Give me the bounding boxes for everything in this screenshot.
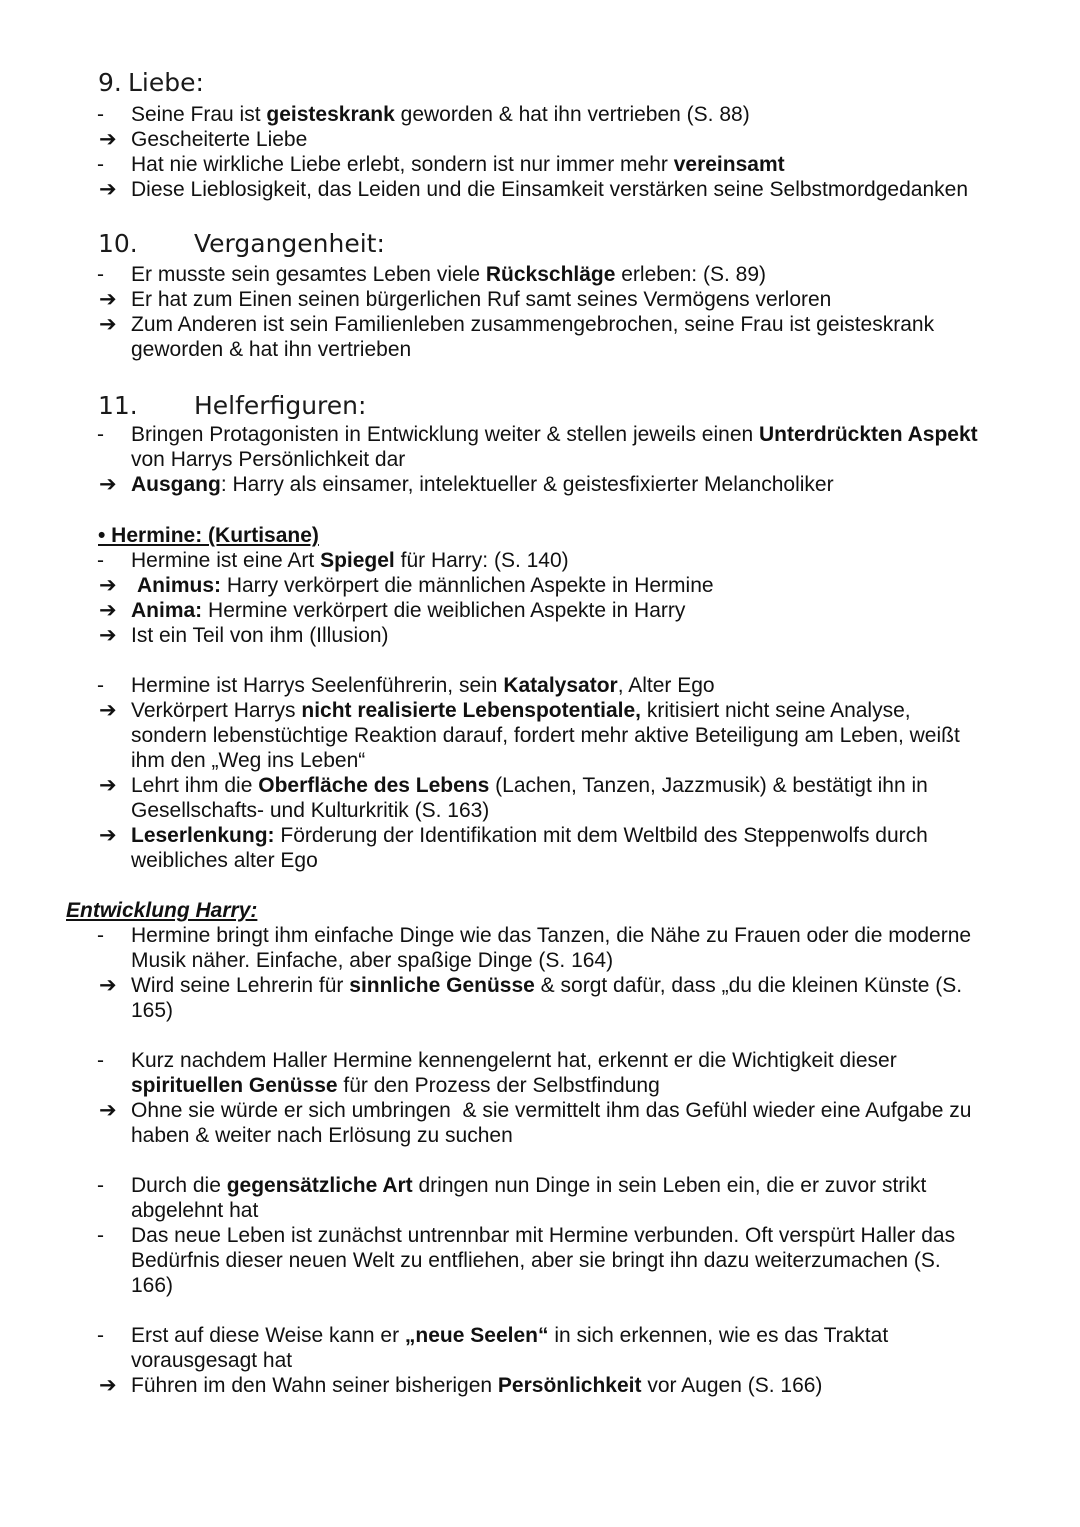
arrow-icon: ➔ <box>99 177 117 201</box>
list-item-text: Er musste sein gesamtes Leben viele Rückschläge erleben: (S. 89) <box>131 263 767 286</box>
list-item-text: sondern lebenstüchtige Reaktion darauf, fordert mehr aktive Beteiligung am Leben, weißt <box>131 724 960 747</box>
list-item-text: Anima: Hermine verkörpert die weiblichen Aspekte in Harry <box>131 599 686 622</box>
entwicklung-heading: Entwicklung Harry: <box>66 899 258 922</box>
list-item-text: Hermine ist eine Art Spiegel für Harry: (S. 140) <box>131 549 569 572</box>
list-item-text: Wird seine Lehrerin für sinnliche Genüsse & sorgt dafür, dass „du die kleinen Künste (S. <box>131 974 963 997</box>
list-item-text: haben & weiter nach Erlösung zu suchen <box>131 1124 513 1147</box>
dash-marker: - <box>97 1324 104 1347</box>
section-heading-9 <box>98 68 204 98</box>
list-item-text: Verkörpert Harrys nicht realisierte Lebenspotentiale, kritisiert nicht seine Analyse, <box>131 699 911 722</box>
dash-marker: - <box>97 1224 104 1247</box>
section-heading-10 <box>98 229 385 259</box>
section-heading-11 <box>98 391 366 421</box>
arrow-icon: ➔ <box>99 1373 117 1397</box>
section-title: Liebe: <box>128 68 204 97</box>
list-item-text: Ist ein Teil von ihm (Illusion) <box>131 624 389 647</box>
list-item-text: Leserlenkung: Förderung der Identifikation mit dem Weltbild des Steppenwolfs durch <box>131 824 928 847</box>
arrow-icon: ➔ <box>99 127 117 151</box>
arrow-icon: ➔ <box>99 773 117 797</box>
arrow-icon: ➔ <box>99 973 117 997</box>
dash-marker: - <box>97 1174 104 1197</box>
dash-marker: - <box>97 423 104 446</box>
arrow-icon: ➔ <box>99 472 117 496</box>
section-title: Vergangenheit: <box>194 229 385 258</box>
arrow-icon: ➔ <box>99 573 117 597</box>
section-number: 11. <box>98 391 138 420</box>
list-item-text: Musik näher. Einfache, aber spaßige Dinge (S. 164) <box>131 949 614 972</box>
list-item-text: Hermine bringt ihm einfache Dinge wie das Tanzen, die Nähe zu Frauen oder die moderne <box>131 924 972 947</box>
list-item-text: Führen im den Wahn seiner bisherigen Persönlichkeit vor Augen (S. 166) <box>131 1374 823 1397</box>
list-item-text: Ohne sie würde er sich umbringen & sie vermittelt ihm das Gefühl wieder eine Aufgabe zu <box>131 1099 972 1122</box>
dash-marker: - <box>97 103 104 126</box>
dash-marker: - <box>97 263 104 286</box>
section-number: 9. <box>98 68 122 97</box>
list-item-text: Durch die gegensätzliche Art dringen nun Dinge in sein Leben ein, die er zuvor strikt <box>131 1174 927 1197</box>
list-item-text: spirituellen Genüsse für den Prozess der Selbstfindung <box>131 1074 660 1097</box>
list-item-text: Lehrt ihm die Oberfläche des Lebens (Lachen, Tanzen, Jazzmusik) & bestätigt ihn in <box>131 774 928 797</box>
list-item-text: 165) <box>131 999 174 1022</box>
list-item-text: Ausgang: Harry als einsamer, intelektueller & geistesfixierter Melancholiker <box>131 473 834 496</box>
arrow-icon: ➔ <box>99 312 117 336</box>
list-item-text: Erst auf diese Weise kann er „neue Seelen“ in sich erkennen, wie es das Traktat <box>131 1324 889 1347</box>
list-item-text: Kurz nachdem Haller Hermine kennengelernt hat, erkennt er die Wichtigkeit dieser <box>131 1049 897 1072</box>
arrow-icon: ➔ <box>99 287 117 311</box>
list-item-text: Animus: Harry verkörpert die männlichen Aspekte in Hermine <box>137 574 714 597</box>
arrow-icon: ➔ <box>99 1098 117 1122</box>
dash-marker: - <box>97 549 104 572</box>
section-title: Helferfiguren: <box>194 391 367 420</box>
arrow-icon: ➔ <box>99 698 117 722</box>
list-item-text: Zum Anderen ist sein Familienleben zusammengebrochen, seine Frau ist geisteskrank <box>131 313 935 336</box>
dash-marker: - <box>97 924 104 947</box>
dash-marker: - <box>97 153 104 176</box>
list-item-text: Gescheiterte Liebe <box>131 128 308 151</box>
list-item-text: Seine Frau ist geisteskrank geworden & hat ihn vertrieben (S. 88) <box>131 103 750 126</box>
dash-marker: - <box>97 1049 104 1072</box>
list-item-text: Hermine ist Harrys Seelenführerin, sein Katalysator, Alter Ego <box>131 674 715 697</box>
list-item-text: ihm den „Weg ins Leben“ <box>131 749 366 772</box>
arrow-icon: ➔ <box>99 623 117 647</box>
list-item-text: Hat nie wirkliche Liebe erlebt, sondern ist nur immer mehr vereinsamt <box>131 153 785 176</box>
dash-marker: - <box>97 674 104 697</box>
list-item-text: Bringen Protagonisten in Entwicklung weiter & stellen jeweils einen Unterdrückten Aspekt <box>131 423 978 446</box>
list-item-text: geworden & hat ihn vertrieben <box>131 338 412 361</box>
list-item-text: abgelehnt hat <box>131 1199 259 1222</box>
list-item-text: von Harrys Persönlichkeit dar <box>131 448 406 471</box>
list-item-text: Diese Lieblosigkeit, das Leiden und die Einsamkeit verstärken seine Selbstmordgedanken <box>131 178 968 201</box>
list-item-text: weibliches alter Ego <box>131 849 318 872</box>
list-item-text: vorausgesagt hat <box>131 1349 293 1372</box>
list-item-text: Das neue Leben ist zunächst untrennbar mit Hermine verbunden. Oft verspürt Haller das <box>131 1224 956 1247</box>
list-item-text: Er hat zum Einen seinen bürgerlichen Ruf samt seines Vermögens verloren <box>131 288 832 311</box>
section-number: 10. <box>98 229 138 258</box>
list-item-text: Bedürfnis dieser neuen Welt zu entfliehen, aber sie bringt ihn dazu weiterzumachen (S. <box>131 1249 941 1272</box>
list-item-text: Gesellschafts- und Kulturkritik (S. 163) <box>131 799 490 822</box>
arrow-icon: ➔ <box>99 598 117 622</box>
hermine-heading: • Hermine: (Kurtisane) <box>98 524 319 547</box>
list-item-text: 166) <box>131 1274 174 1297</box>
arrow-icon: ➔ <box>99 823 117 847</box>
